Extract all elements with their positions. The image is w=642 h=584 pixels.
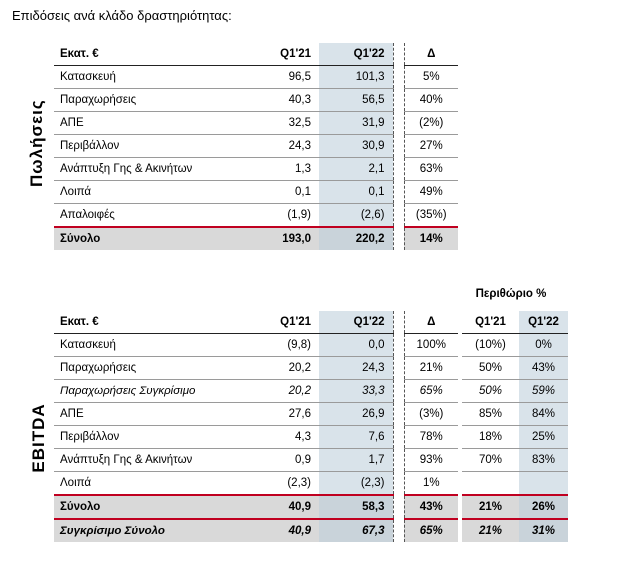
cell-q1-22: 33,3 [319, 380, 393, 403]
cell-q1-21: 96,5 [250, 66, 319, 89]
divider [393, 403, 404, 426]
cell-delta: (3%) [404, 403, 458, 426]
table-row [54, 380, 568, 403]
cell-q1-22: 24,3 [319, 357, 393, 380]
row-label: ΑΠΕ [54, 112, 250, 135]
cell-delta: 65% [404, 519, 458, 542]
table-row [54, 158, 458, 181]
cell-q1-22: 26,9 [319, 403, 393, 426]
divider [393, 112, 404, 135]
sales-table [54, 43, 458, 250]
cell-q1-21: (2,3) [250, 472, 319, 496]
row-label: Περιβάλλον [54, 135, 250, 158]
cell-q1-22: (2,6) [319, 204, 393, 228]
cell-q1-22: 7,6 [319, 426, 393, 449]
cell-q1-21: 32,5 [250, 112, 319, 135]
cell-delta: 5% [404, 66, 458, 89]
row-label: Ανάπτυξη Γης & Ακινήτων [54, 158, 250, 181]
cell-q1-21: 40,9 [250, 495, 319, 519]
ebitda-table [54, 311, 568, 542]
cell-q1-21: (1,9) [250, 204, 319, 228]
cell-delta: 21% [404, 357, 458, 380]
table-row [54, 135, 458, 158]
cell-margin-q1-21: 70% [462, 449, 519, 472]
sales-header-row [54, 43, 458, 66]
row-label: Παραχωρήσεις [54, 89, 250, 112]
table-row [54, 449, 568, 472]
cell-q1-21: 20,2 [250, 357, 319, 380]
cell-margin-q1-21: 85% [462, 403, 519, 426]
cell-delta: 78% [404, 426, 458, 449]
cell-margin-q1-21: 50% [462, 357, 519, 380]
table-row [54, 89, 458, 112]
ebitda-header-row [54, 311, 568, 334]
cell-delta: 40% [404, 89, 458, 112]
cell-delta: 93% [404, 449, 458, 472]
cell-margin-q1-22: 59% [519, 380, 568, 403]
row-label: Παραχωρήσεις [54, 357, 250, 380]
divider [393, 135, 404, 158]
cell-q1-22: 58,3 [319, 495, 393, 519]
col-header-margin-q1-22: Q1'22 [519, 311, 568, 334]
row-label: Ανάπτυξη Γης & Ακινήτων [54, 449, 250, 472]
row-label: Παραχωρήσεις Συγκρίσιμο [54, 380, 250, 403]
divider [393, 449, 404, 472]
row-label: Λοιπά [54, 472, 250, 496]
cell-delta: 65% [404, 380, 458, 403]
cell-margin-q1-21: 18% [462, 426, 519, 449]
cell-margin-q1-22: 26% [519, 495, 568, 519]
margin-title: Περιθώριο % [475, 288, 547, 300]
cell-q1-21: 193,0 [250, 227, 319, 250]
page-title: Επιδόσεις ανά κλάδο δραστηριότητας: [12, 8, 232, 23]
row-label: ΑΠΕ [54, 403, 250, 426]
cell-q1-22: 1,7 [319, 449, 393, 472]
cell-margin-q1-21: 21% [462, 519, 519, 542]
col-header-q1-22: Q1'22 [319, 311, 393, 334]
divider [393, 158, 404, 181]
divider [393, 495, 404, 519]
cell-q1-21: 1,3 [250, 158, 319, 181]
col-header-q1-21: Q1'21 [250, 311, 319, 334]
row-label: Απαλοιφές [54, 204, 250, 228]
cell-delta: 49% [404, 181, 458, 204]
cell-delta: 1% [404, 472, 458, 496]
cell-margin-q1-21: 50% [462, 380, 519, 403]
divider [393, 334, 404, 357]
cell-margin-q1-22 [519, 472, 568, 496]
cell-delta: 43% [404, 495, 458, 519]
cell-delta: (2%) [404, 112, 458, 135]
row-label: Σύνολο [54, 495, 250, 519]
cell-margin-q1-21: 21% [462, 495, 519, 519]
cell-q1-22: 0,0 [319, 334, 393, 357]
table-row [54, 334, 568, 357]
divider [393, 380, 404, 403]
cell-q1-22: (2,3) [319, 472, 393, 496]
divider [393, 43, 404, 66]
divider [393, 227, 404, 250]
table-row [54, 204, 458, 228]
cell-q1-22: 31,9 [319, 112, 393, 135]
divider [393, 519, 404, 542]
table-row [54, 403, 568, 426]
row-label: Κατασκευή [54, 66, 250, 89]
cell-margin-q1-22: 84% [519, 403, 568, 426]
cell-margin-q1-21 [462, 472, 519, 496]
cell-q1-22: 220,2 [319, 227, 393, 250]
col-header-label: Εκατ. € [54, 43, 250, 66]
cell-q1-21: 4,3 [250, 426, 319, 449]
ebitda-side-label: EBITDA [29, 403, 48, 473]
cell-q1-22: 67,3 [319, 519, 393, 542]
cell-delta: 14% [404, 227, 458, 250]
cell-q1-21: 20,2 [250, 380, 319, 403]
sales-side-label: Πωλήσεις [27, 99, 46, 187]
cell-q1-22: 30,9 [319, 135, 393, 158]
cell-q1-22: 0,1 [319, 181, 393, 204]
row-label: Σύνολο [54, 227, 250, 250]
cell-q1-22: 56,5 [319, 89, 393, 112]
cell-margin-q1-21: (10%) [462, 334, 519, 357]
col-header-delta: Δ [404, 311, 458, 334]
col-header-margin-q1-21: Q1'21 [462, 311, 519, 334]
divider [393, 357, 404, 380]
cell-q1-21: 40,3 [250, 89, 319, 112]
cell-delta: (35%) [404, 204, 458, 228]
cell-q1-22: 101,3 [319, 66, 393, 89]
divider [393, 66, 404, 89]
cell-q1-21: 0,1 [250, 181, 319, 204]
table-row [54, 472, 568, 496]
divider [393, 472, 404, 496]
cell-q1-22: 2,1 [319, 158, 393, 181]
col-header-delta: Δ [404, 43, 458, 66]
row-label: Περιβάλλον [54, 426, 250, 449]
cell-margin-q1-22: 25% [519, 426, 568, 449]
divider [393, 89, 404, 112]
row-label: Λοιπά [54, 181, 250, 204]
comparable-total-row [54, 519, 568, 542]
row-label: Συγκρίσιμο Σύνολο [54, 519, 250, 542]
col-header-label: Εκατ. € [54, 311, 250, 334]
row-label: Κατασκευή [54, 334, 250, 357]
cell-margin-q1-22: 43% [519, 357, 568, 380]
divider [393, 311, 404, 334]
cell-margin-q1-22: 0% [519, 334, 568, 357]
table-row [54, 181, 458, 204]
cell-margin-q1-22: 83% [519, 449, 568, 472]
cell-q1-21: (9,8) [250, 334, 319, 357]
table-row [54, 112, 458, 135]
table-row [54, 357, 568, 380]
divider [393, 426, 404, 449]
cell-q1-21: 27,6 [250, 403, 319, 426]
cell-q1-21: 0,9 [250, 449, 319, 472]
cell-q1-21: 40,9 [250, 519, 319, 542]
table-row [54, 426, 568, 449]
cell-q1-21: 24,3 [250, 135, 319, 158]
col-header-q1-21: Q1'21 [250, 43, 319, 66]
cell-delta: 27% [404, 135, 458, 158]
divider [393, 181, 404, 204]
total-row [54, 227, 458, 250]
cell-delta: 100% [404, 334, 458, 357]
total-row [54, 495, 568, 519]
col-header-q1-22: Q1'22 [319, 43, 393, 66]
cell-margin-q1-22: 31% [519, 519, 568, 542]
table-row [54, 66, 458, 89]
divider [393, 204, 404, 228]
cell-delta: 63% [404, 158, 458, 181]
